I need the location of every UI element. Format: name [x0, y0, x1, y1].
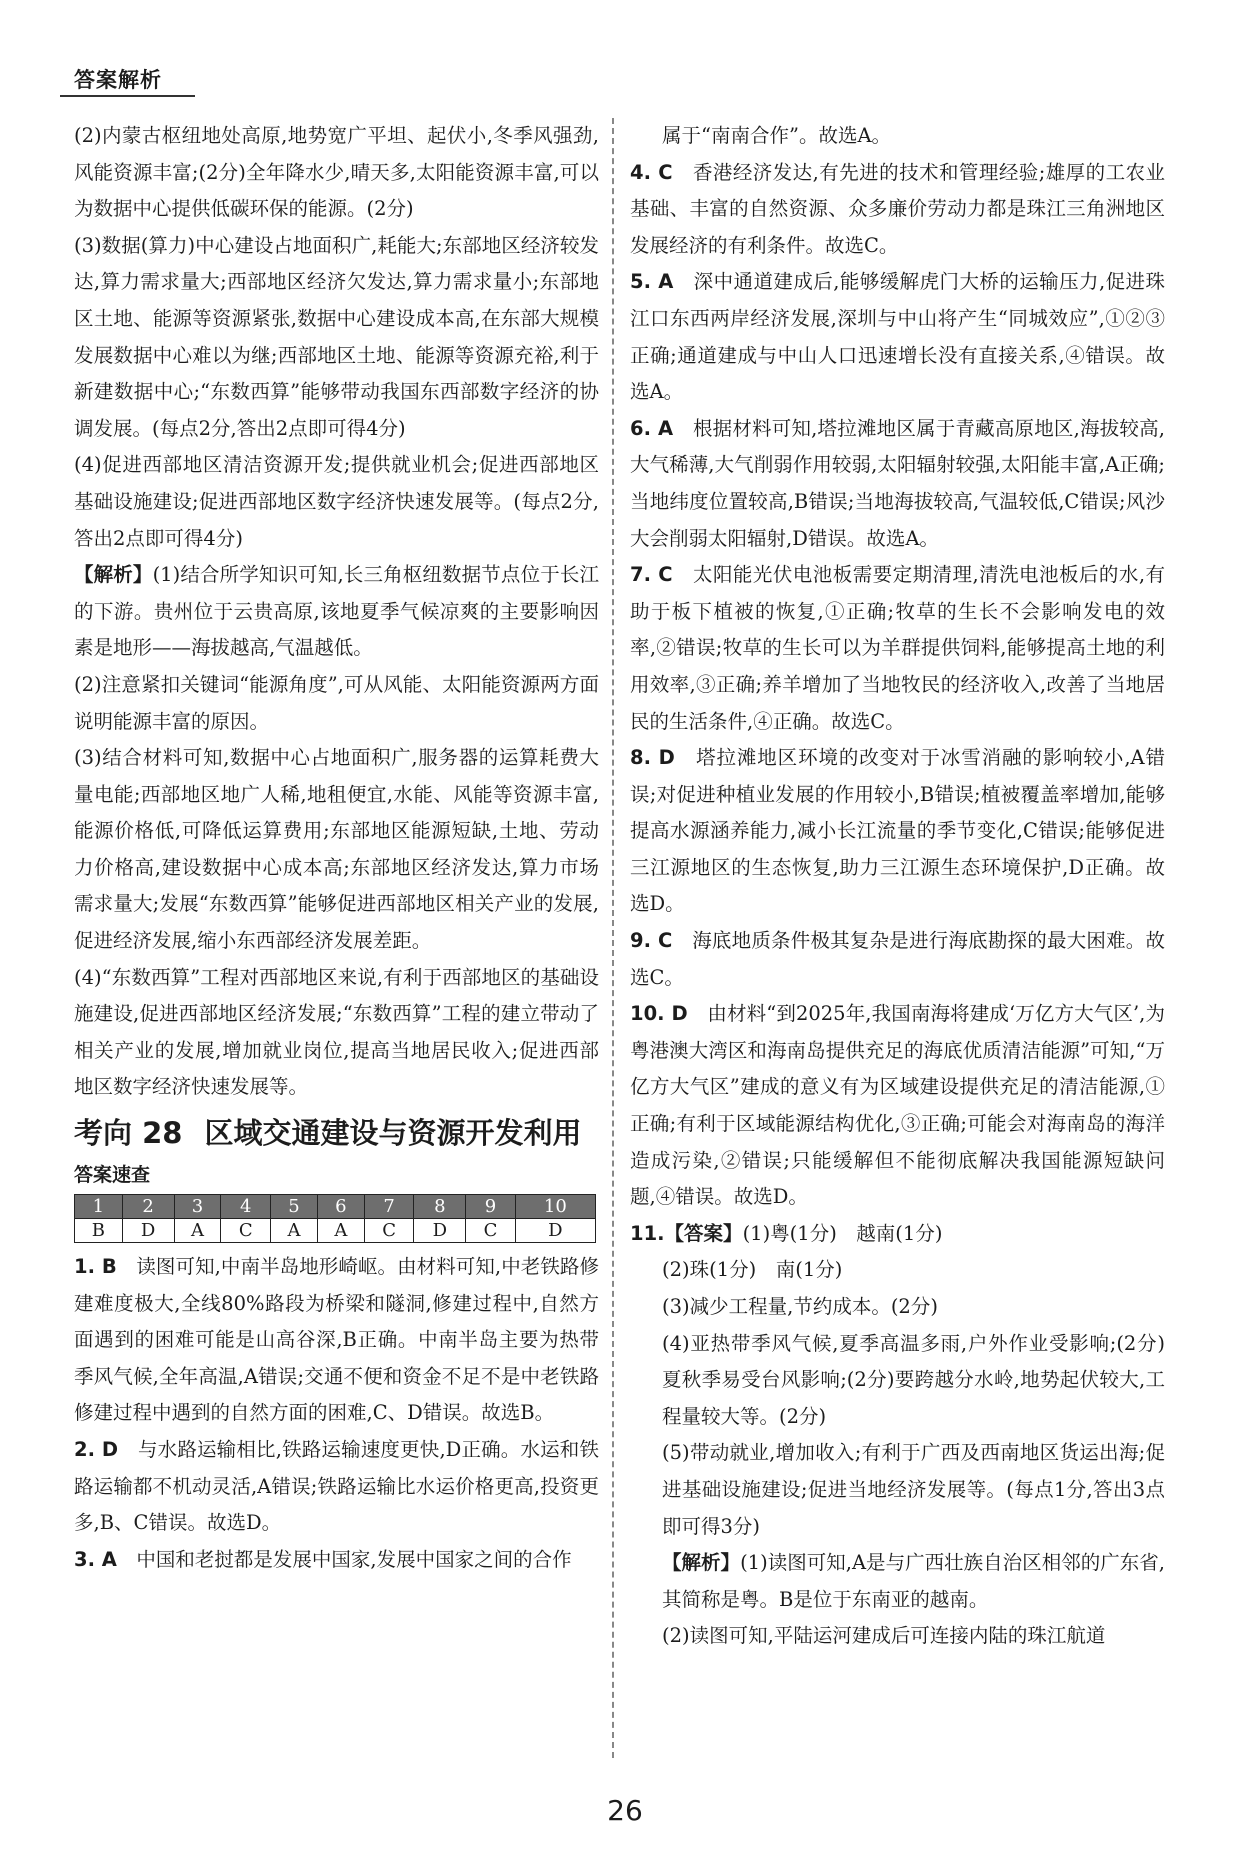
answer-table-cell: A: [271, 1219, 318, 1243]
analysis-tag: 【解析】: [74, 563, 153, 587]
answer-table-cell: B: [75, 1219, 123, 1243]
body-text: 与水路运输相比,铁路运输速度更快,D正确。水运和铁路运输都不机动灵活,A错误;铁路运输比水运价格更高,投资更多,B、C错误。故选D。: [74, 1438, 599, 1535]
question-3-continued: 属于“南南合作”。故选A。: [662, 124, 892, 147]
analysis-part-4: (4)“东数西算”工程对西部地区来说,有利于西部地区的基础设施建设,促进西部地区经济发展;“东数西算”工程的建立带动了相关产业的发展,增加就业岗位,提高当地居民收入;促进西部地区数字经济快速发展等。: [74, 965, 599, 1099]
section-name: 区域交通建设与资源开发利用: [204, 1116, 582, 1151]
question-11-analysis-2: (2)读图可知,平陆运河建成后可连接内陆的珠江航道: [662, 1624, 1106, 1648]
question-number: 7. C: [630, 563, 673, 587]
question-11-answer-5: (5)带动就业,增加收入;有利于广西及西南地区货运出海;促进基础设施建设;促进当地经济发展等。(每点1分,答出3点即可得3分): [662, 1441, 1165, 1538]
body-text: 读图可知,中南半岛地形崎岖。由材料可知,中老铁路修建难度极大,全线80%路段为桥梁和隧洞,修建过程中,自然方面遇到的困难可能是山高谷深,B正确。中南半岛主要为热带季风气候,全年高温,A错误;交通不便和资金不足不是中老铁路修建过程中遇到的自然方面的困难,C、D错误。故选B。: [74, 1255, 599, 1425]
body-text: 海底地质条件极其复杂是进行海底勘探的最大困难。故选C。: [630, 929, 1165, 989]
analysis-part-2: (2)注意紧扣关键词“能源角度”,可从风能、太阳能资源两方面说明能源丰富的原因。: [74, 672, 599, 733]
answer-table-cell: 8: [414, 1195, 466, 1219]
answer-part-4: (4)促进西部地区清洁资源开发;提供就业机会;促进西部地区基础设施建设;促进西部地区数字经济快速发展等。(每点2分,答出2点即可得4分): [74, 453, 599, 550]
answer-table-cell: 4: [221, 1195, 271, 1219]
body-text: (1)读图可知,A是与广西壮族自治区相邻的广东省,其简称是粤。B是位于东南亚的越南。: [662, 1551, 1165, 1611]
column-divider: [612, 118, 614, 1758]
answer-table-cell: D: [515, 1219, 595, 1243]
answer-table-cell: 10: [515, 1195, 595, 1219]
question-8: [630, 740, 1165, 923]
section-title: [74, 1114, 599, 1152]
question-3: [74, 1542, 599, 1579]
answer-table-cell: 7: [364, 1195, 414, 1219]
question-number: 4. C: [630, 160, 673, 184]
answer-part-2: (2)内蒙古枢纽地处高原,地势宽广平坦、起伏小,冬季风强劲,风能资源丰富;(2分)全年降水少,晴天多,太阳能资源丰富,可以为数据中心提供低碳环保的能源。(2分): [74, 124, 599, 221]
answer-table-cell: 3: [174, 1195, 221, 1219]
question-number: 9. C: [630, 929, 673, 953]
question-5: [630, 264, 1165, 410]
question-11-analysis-1: [630, 1545, 1165, 1618]
body-text: (1)结合所学知识可知,长三角枢纽数据节点位于长江的下游。贵州位于云贵高原,该地夏季气候凉爽的主要影响因素是地形——海拔越高,气温越低。: [74, 563, 599, 660]
answer-table-cell: 2: [122, 1195, 174, 1219]
answer-table-cell: D: [122, 1219, 174, 1243]
header-rule: [60, 95, 195, 97]
answer-table-cell: C: [466, 1219, 516, 1243]
question-11-answer-3: (3)减少工程量,节约成本。(2分): [662, 1295, 938, 1318]
answer-table-cell: 1: [75, 1195, 123, 1219]
analysis-part-3: (3)结合材料可知,数据中心占地面积广,服务器的运算耗费大量电能;西部地区地广人稀,地租便宜,水能、风能等资源丰富,能源价格低,可降低运算费用;东部地区能源短缺,土地、劳动力价格高,建设数据中心成本高;东部地区经济发达,算力市场需求量大;发展“东数西算”能够促进西部地区相关产业的发展,促进经济发展,缩小东西部经济发展差距。: [74, 746, 599, 953]
question-11-answer-4: (4)亚热带季风气候,夏季高温多雨,户外作业受影响;(2分)夏秋季易受台风影响;(2分)要跨越分水岭,地势起伏较大,工程量较大等。(2分): [662, 1331, 1165, 1428]
body-text: 深中通道建成后,能够缓解虎门大桥的运输压力,促进珠江口东西两岸经济发展,深圳与中山将产生“同城效应”,①②③正确;通道建成与中山人口迅速增长没有直接关系,④错误。故选A。: [630, 270, 1165, 404]
question-11: [630, 1216, 1165, 1253]
body-text: (1)粤(1分) 越南(1分): [742, 1221, 943, 1245]
question-number: 6. A: [630, 416, 674, 440]
answer-table-cell: C: [221, 1219, 271, 1243]
answer-table-cell: C: [364, 1219, 414, 1243]
answer-table-answers: [75, 1219, 596, 1243]
answer-table-cell: 5: [271, 1195, 318, 1219]
body-text: 根据材料可知,塔拉滩地区属于青藏高原地区,海拔较高,大气稀薄,大气削弱作用较弱,太阳辐射较强,太阳能丰富,A正确;当地纬度位置较高,B错误;当地海拔较高,气温较低,C错误;风沙大会削弱太阳辐射,D错误。故选A。: [630, 416, 1165, 550]
answer-table-cell: A: [174, 1219, 221, 1243]
question-number: 3. A: [74, 1547, 117, 1571]
page-number: 26: [607, 1794, 643, 1827]
answer-table-cell: 9: [466, 1195, 516, 1219]
question-number: 10. D: [630, 1002, 688, 1026]
left-column: [74, 118, 599, 1578]
answer-table: [74, 1194, 596, 1243]
question-number: 5. A: [630, 270, 674, 294]
question-11-answer-2: (2)珠(1分) 南(1分): [662, 1258, 843, 1282]
body-text: 塔拉滩地区环境的改变对于冰雪消融的影响较小,A错误;对促进种植业发展的作用较小,B错误;植被覆盖率增加,能够提高水源涵养能力,减小长江流量的季节变化,C错误;能够促进三江源地区的生态恢复,助力三江源生态环境保护,D正确。故选D。: [630, 746, 1165, 916]
answer-table-cell: 6: [317, 1195, 364, 1219]
bracket-tag: 【答案】: [664, 1221, 743, 1245]
question-6: [630, 411, 1165, 557]
question-9: [630, 923, 1165, 996]
question-1: [74, 1249, 599, 1432]
question-7: [630, 557, 1165, 740]
analysis-part-1: [74, 557, 599, 667]
answer-table-cell: A: [317, 1219, 364, 1243]
body-text: 中国和老挝都是发展中国家,发展中国家之间的合作: [136, 1547, 572, 1571]
answer-table-numbers: [75, 1195, 596, 1219]
body-text: 香港经济发达,有先进的技术和管理经验;雄厚的工农业基础、丰富的自然资源、众多廉价劳动力都是珠江三角洲地区发展经济的有利条件。故选C。: [630, 160, 1165, 257]
body-text: 太阳能光伏电池板需要定期清理,清洗电池板后的水,有助于板下植被的恢复,①正确;牧草的生长不会影响发电的效率,②错误;牧草的生长可以为羊群提供饲料,能够提高土地的利用效率,③正确;养羊增加了当地牧民的经济收入,改善了当地居民的生活条件,④正确。故选C。: [630, 563, 1165, 733]
answer-part-3: (3)数据(算力)中心建设占地面积广,耗能大;东部地区经济较发达,算力需求量大;西部地区经济欠发达,算力需求量小;东部地区土地、能源等资源紧张,数据中心建设成本高,在东部大规模发展数据中心难以为继;西部地区土地、能源等资源充裕,利于新建数据中心;“东数西算”能够带动我国东西部数字经济的协调发展。(每点2分,答出2点即可得4分): [74, 233, 599, 440]
question-4: [630, 155, 1165, 265]
question-number: 11.: [630, 1221, 665, 1245]
question-number: 8. D: [630, 746, 675, 770]
question-2: [74, 1432, 599, 1542]
answer-table-cell: D: [414, 1219, 466, 1243]
right-column: [630, 118, 1165, 1655]
question-number: 1. B: [74, 1255, 117, 1279]
bracket-tag: 【解析】: [662, 1551, 741, 1575]
quick-answer-heading: 答案速查: [74, 1164, 151, 1187]
header-label: 答案解析: [74, 68, 162, 92]
question-number: 2. D: [74, 1438, 119, 1461]
body-text: 由材料“到2025年,我国南海将建成‘万亿方大气区’,为粤港澳大湾区和海南岛提供充足的海底优质清洁能源”可知,“万亿方大气区”建成的意义有为区域建设提供充足的清洁能源,①正确;有利于区域能源结构优化,③正确;可能会对海南岛的海洋造成污染,②错误;只能缓解但不能彻底解决我国能源短缺问题,④错误。故选D。: [630, 1002, 1165, 1209]
question-10: [630, 996, 1165, 1216]
section-label: 考向 28: [74, 1116, 183, 1151]
